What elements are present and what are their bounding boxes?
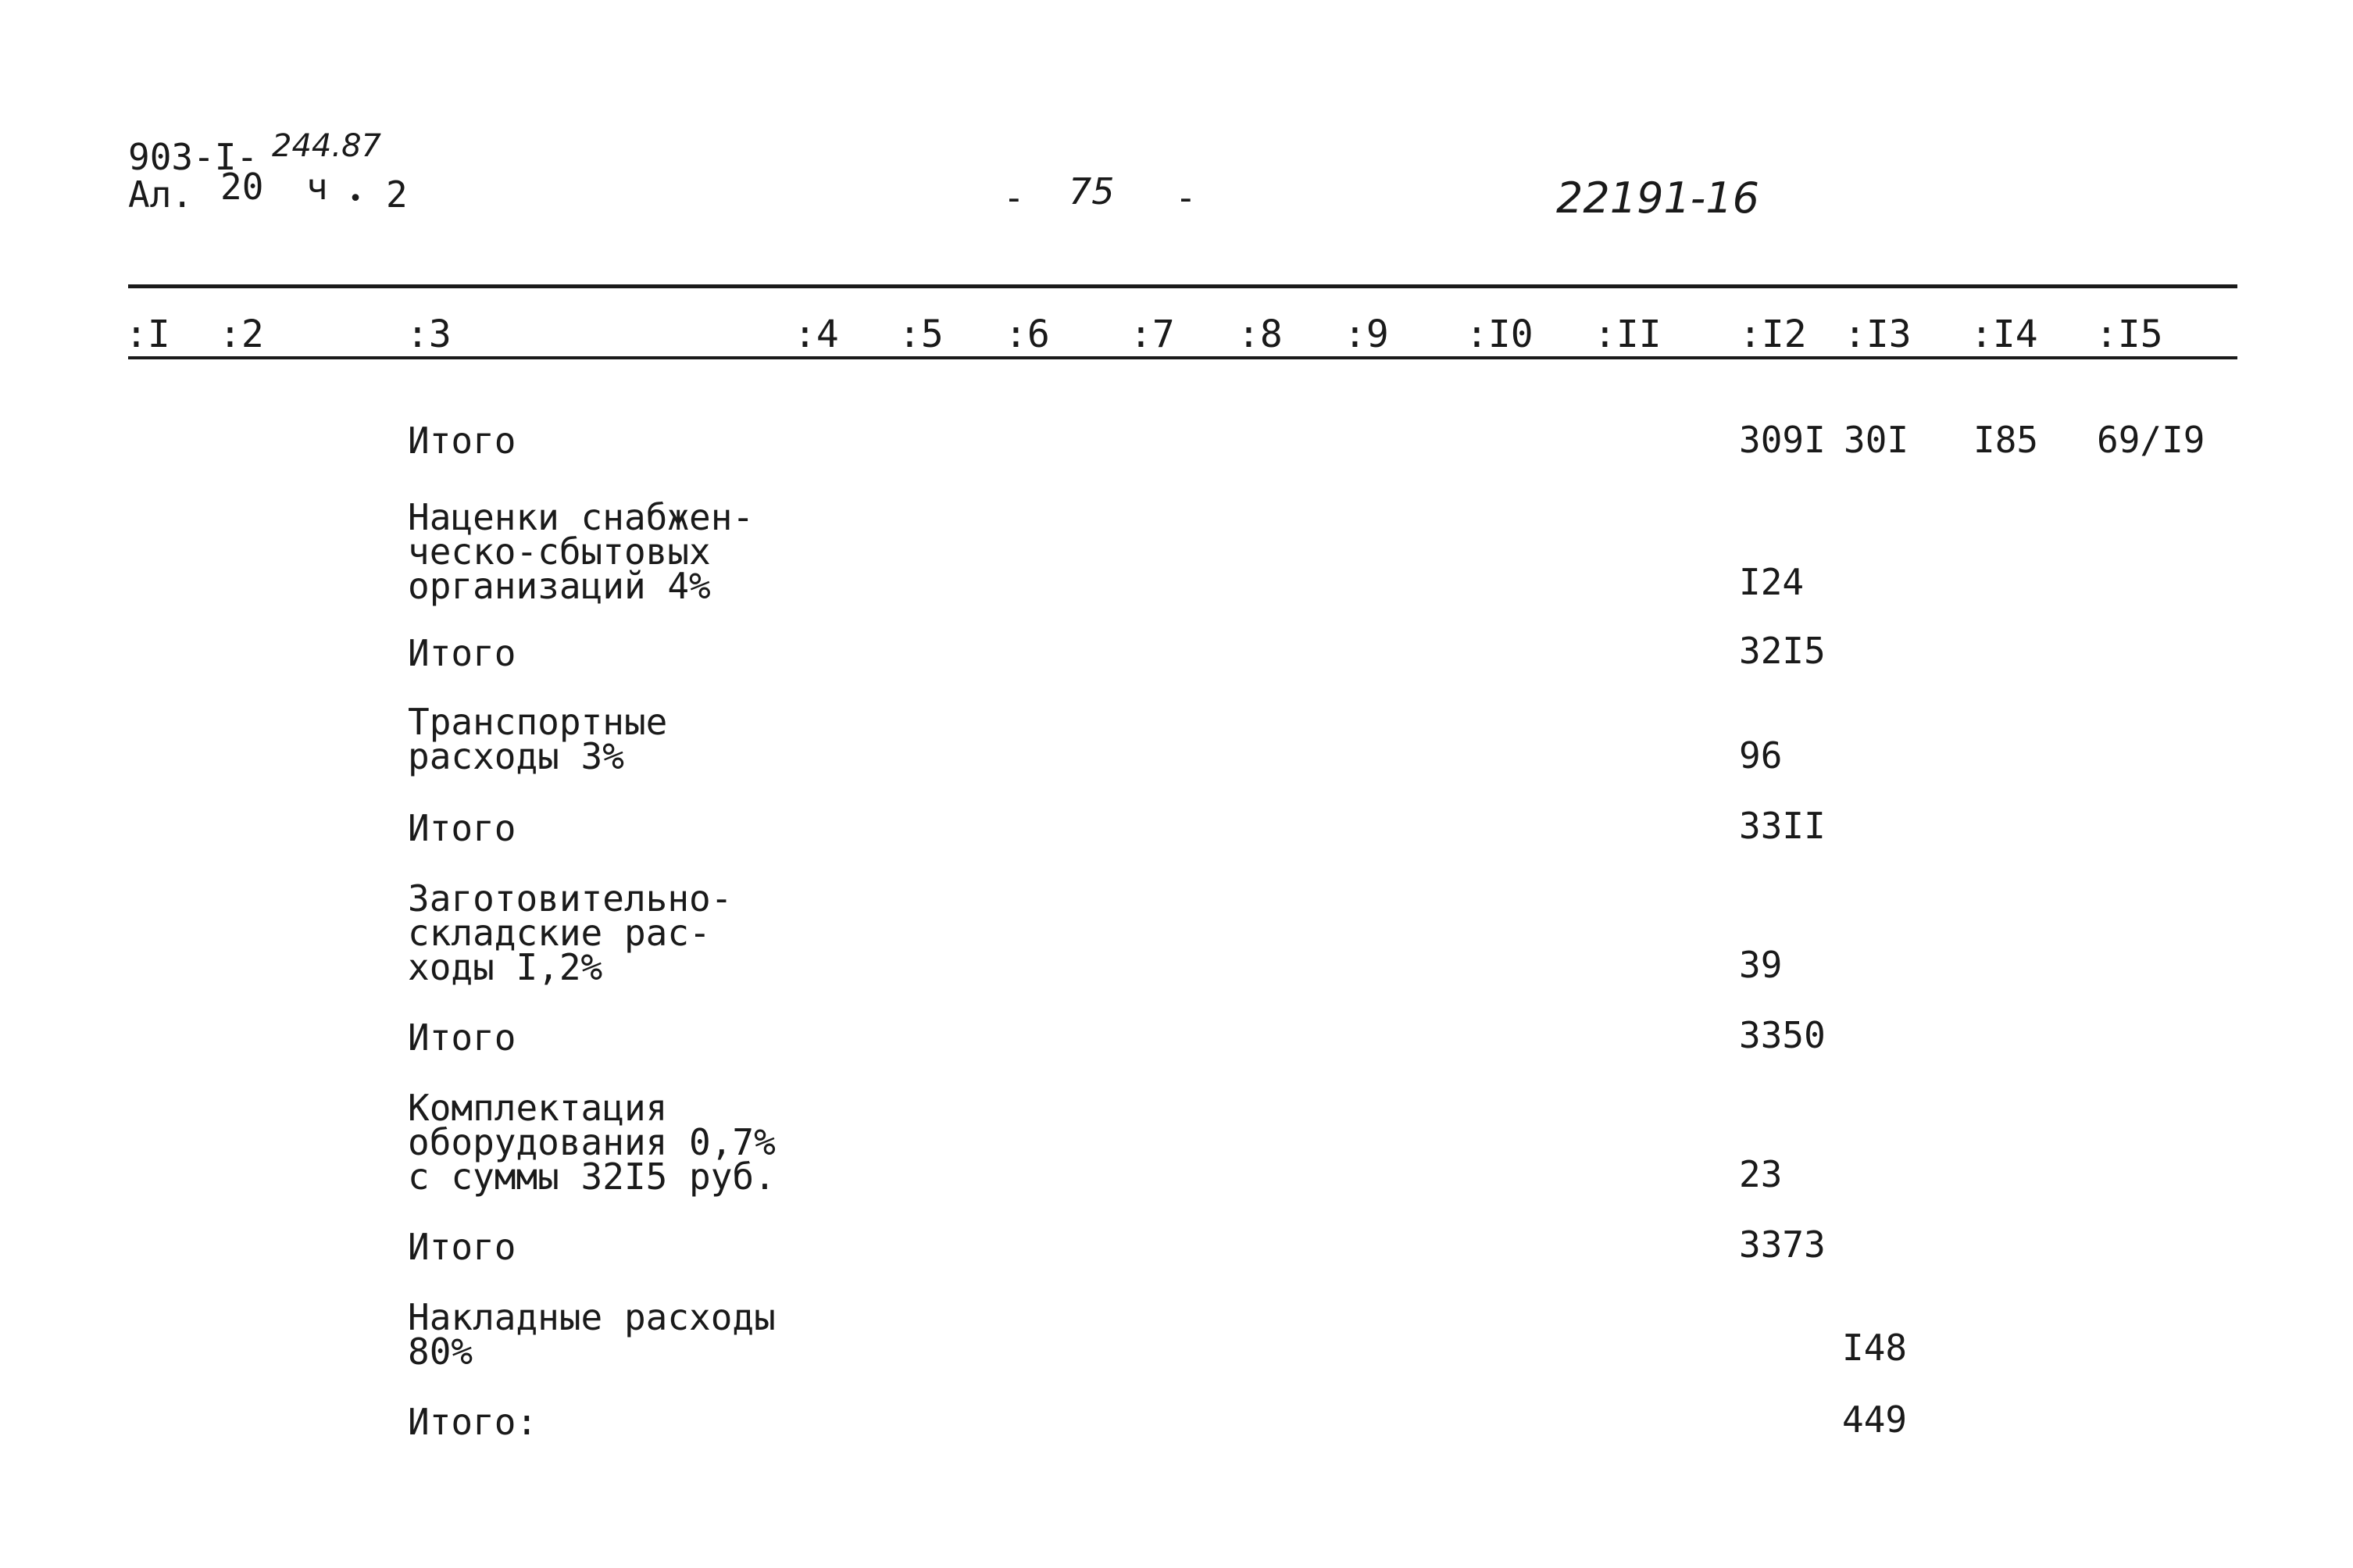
row-description: Итого [408,632,516,674]
document-number: 22191-16 [1556,173,1759,223]
row-description: Наценки снабжен- ческо-сбытовых организаций 4% [408,496,755,607]
page-number: 75 [1069,170,1115,213]
row-value-col13: 30I [1844,419,1909,461]
part-label: ч [306,166,328,208]
row-value-col12: 39 [1739,944,1783,986]
part-separator: • [348,185,363,213]
row-description: Комплектация оборудования 0,7% с суммы 32I5 руб. [408,1087,776,1198]
row-value-col15: 69/I9 [2097,419,2205,461]
column-header-1: :I [125,313,170,356]
column-header-9: :9 [1344,313,1389,356]
column-header-6: :6 [1005,313,1050,356]
column-header-14: :I4 [1970,313,2038,356]
project-code: 903-I- [128,136,259,178]
row-value-col12: 3373 [1739,1223,1826,1266]
row-description: Итого [408,807,516,849]
column-header-4: :4 [794,313,839,356]
column-header-11: :II [1594,313,1662,356]
column-header-15: :I5 [2095,313,2163,356]
row-description: Заготовительно- складские рас- ходы I,2% [408,877,733,988]
row-value-col12: 33II [1739,805,1826,847]
part-number: 2 [386,173,408,216]
row-value-col14: I85 [1973,419,2039,461]
column-header-10: :I0 [1466,313,1534,356]
column-header-3: :3 [406,313,452,356]
column-header-7: :7 [1130,313,1175,356]
row-value-col12: 96 [1739,734,1783,777]
row-description: Итого [408,1016,516,1059]
column-header-2: :2 [219,313,264,356]
row-description: Итого [408,1226,516,1268]
row-value-col12: I24 [1739,561,1805,603]
column-header-13: :I3 [1844,313,1912,356]
row-description: Транспортные расходы 3% [408,701,668,777]
row-value-col12: 3350 [1739,1014,1826,1056]
page-dash-right: - [1175,177,1197,219]
page-dash-left: - [1003,177,1025,219]
row-value-col13: I48 [1842,1327,1908,1369]
column-header-8: :8 [1237,313,1283,356]
row-value-col12: 32I5 [1739,630,1826,672]
row-value-col12: 23 [1739,1153,1783,1195]
album-label: Ал. [128,173,194,216]
column-header-5: :5 [898,313,944,356]
row-value-col12: 309I [1739,419,1826,461]
project-code-handwritten: 244.87 [272,128,381,164]
column-header-12: :I2 [1739,313,1807,356]
row-description: Накладные расходы 80% [408,1296,776,1373]
album-number: 20 [220,166,264,208]
row-description: Итого [408,420,516,462]
row-value-col13: 449 [1842,1398,1908,1441]
table-top-rule [128,284,2237,288]
row-description: Итого: [408,1401,538,1443]
table-header-rule [128,356,2237,359]
